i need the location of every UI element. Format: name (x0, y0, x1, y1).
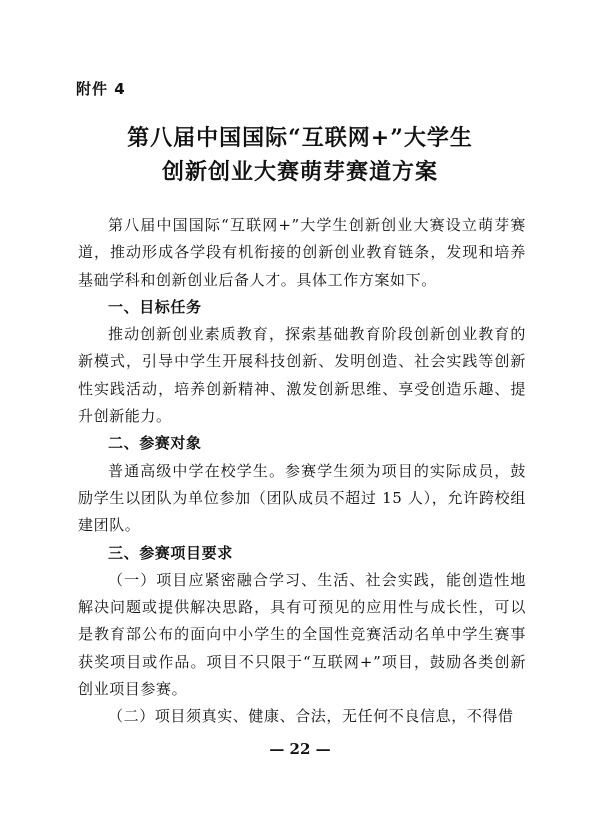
attachment-label: 附件 4 (76, 80, 126, 98)
page-number: — 22 — (269, 740, 331, 758)
intro-paragraph: 第八届中国国际“互联网+”大学生创新创业大赛设立萌芽赛道，推动形成各学段有机衔接的创新创业教育链条，发现和培养基础学科和创新创业后备人才。具体工作方案如下。 (78, 216, 526, 289)
section-heading-project-requirements: 三、参赛项目要求 (108, 543, 233, 562)
document-title-line-1: 第八届中国国际“互联网+”大学生 (127, 125, 473, 151)
document-body (78, 212, 526, 731)
section-paragraph-participants: 普通高级中学在校学生。参赛学生须为项目的实际成员，鼓励学生以团队为单位参加（团队成员不超过 15 人），允许跨校组建团队。 (78, 461, 526, 535)
section-paragraph-requirement-2: （二）项目须真实、健康、合法，无任何不良信息，不得借 (108, 707, 514, 726)
section-heading-goals: 一、目标任务 (108, 297, 202, 316)
section-paragraph-requirement-1: （一）项目应紧密融合学习、生活、社会实践，能创造性地解决问题或提供解决思路，具有可预见的应用性与成长性，可以是教育部公布的面向中小学生的全国性竞赛活动名单中学生赛事获奖项目或作品。项目不只限于“互联网+”项目，鼓励各类创新创业项目参赛。 (78, 570, 526, 699)
document-title-line-2: 创新创业大赛萌芽赛道方案 (161, 159, 438, 185)
section-paragraph-goals: 推动创新创业素质教育，探索基础教育阶段创新创业教育的新模式，引导中学生开展科技创新、发明创造、社会实践等创新性实践活动，培养创新精神、激发创新思维、享受创造乐趣、提升创新能力。 (78, 325, 526, 426)
section-heading-participants: 二、参赛对象 (108, 434, 202, 453)
